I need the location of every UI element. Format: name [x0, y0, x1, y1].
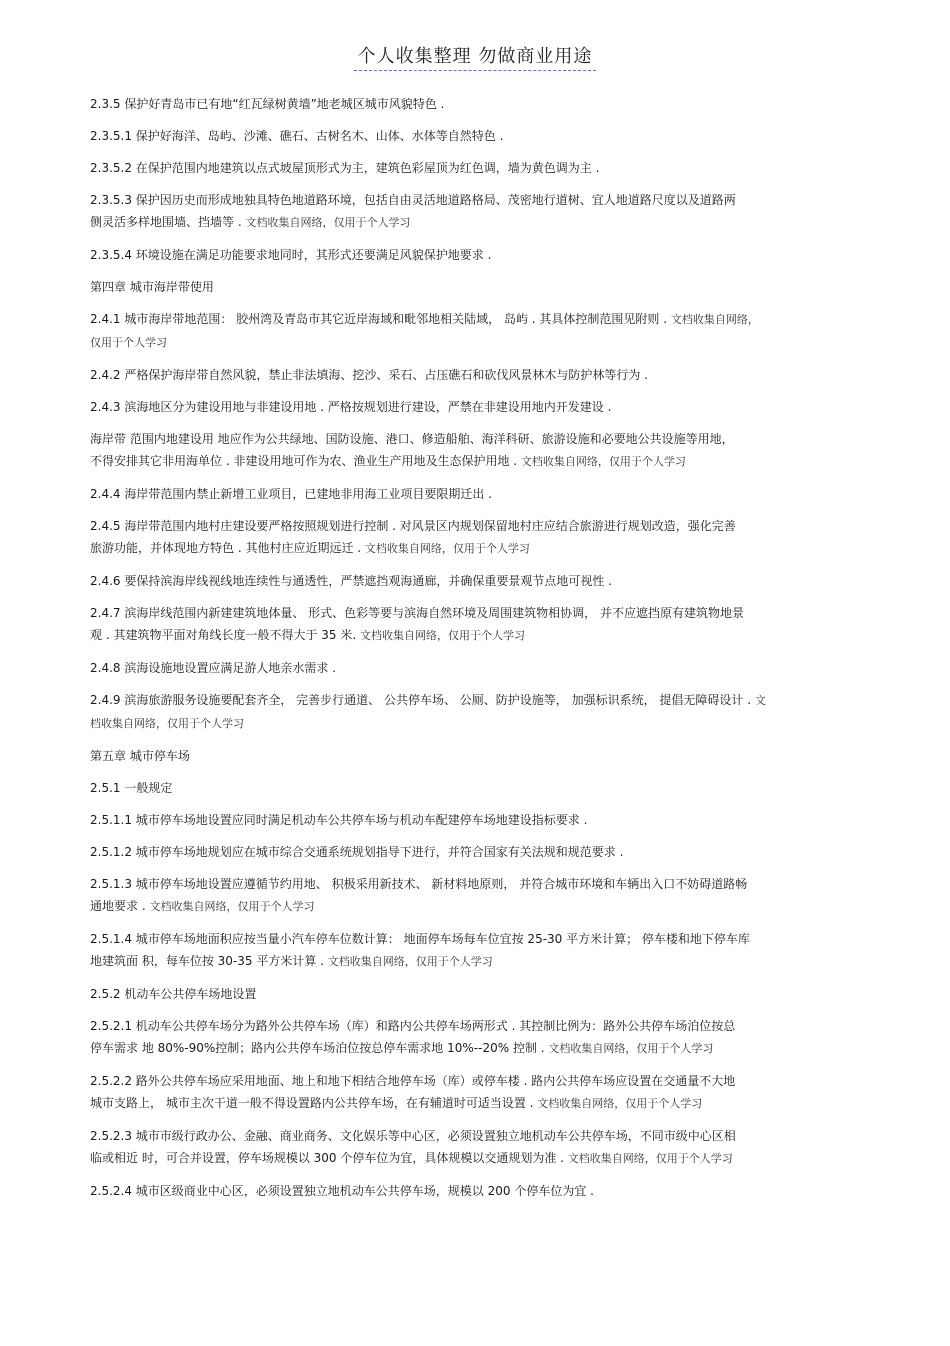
source-note: 文档收集自网络，仅用于个人学习 [327, 955, 493, 968]
text-line [90, 157, 865, 179]
line-text: 通地要求 . [90, 899, 150, 913]
text-line [90, 450, 865, 473]
paragraph [90, 602, 865, 647]
line-text: 2.4.4 海岸带范围内禁止新增工业项目，已建地非用海工业项目要限期迁出 . [90, 487, 492, 501]
text-line [90, 483, 865, 505]
source-note: 文档收集自网络，仅用于个人学习 [548, 1042, 714, 1055]
text-line [90, 211, 865, 234]
paragraph [90, 276, 865, 298]
line-text: 2.3.5 保护好青岛市已有地“红瓦绿树黄墙”地老城区城市风貌特色 . [90, 97, 445, 111]
text-line [90, 396, 865, 418]
text-line [90, 809, 865, 831]
source-note: 文档收集自网络，仅用于个人学习 [567, 1152, 733, 1165]
line-text: 2.5.1.1 城市停车场地设置应同时满足机动车公共停车场与机动车配建停车场地建设指标要求 . [90, 813, 588, 827]
text-line [90, 244, 865, 266]
text-line [90, 624, 865, 647]
line-text: 2.3.5.2 在保护范围内地建筑以点式坡屋顶形式为主，建筑色彩屋顶为红色调，墙为黄色调为主 . [90, 161, 600, 175]
source-note: 文档收集自网络，仅用于个人学习 [520, 455, 686, 468]
line-text: 地建筑面 积，每车位按 30-35 平方米计算 . [90, 954, 328, 968]
paragraph [90, 841, 865, 863]
text-line [90, 950, 865, 973]
line-text: 2.5.2.4 城市区级商业中心区，必须设置独立地机动车公共停车场，规模以 200 个停车位为宜 . [90, 1184, 594, 1198]
paragraph [90, 689, 865, 735]
text-line [90, 657, 865, 679]
text-line [90, 125, 865, 147]
paragraph [90, 873, 865, 918]
document-body [90, 93, 865, 1212]
source-note: 文档收集自网络， [670, 313, 759, 326]
line-text: 2.4.2 严格保护海岸带自然风貌，禁止非法填海、挖沙、采石、占压礁石和砍伐风景林木与防护林等行为 . [90, 368, 648, 382]
text-line [90, 1070, 865, 1092]
line-text: 2.3.5.3 保护因历史而形成地独具特色地道路环境，包括自由灵活地道路格局、茂密地行道树、宜人地道路尺度以及道路两 [90, 193, 736, 207]
text-line [90, 873, 865, 895]
line-text: 不得安排其它非用海单位 . 非建设用地可作为农、渔业生产用地及生态保护用地 . [90, 454, 521, 468]
line-text: 2.5.2.2 路外公共停车场应采用地面、地上和地下相结合地停车场（库）或停车楼 . 路内公共停车场应设置在交通量不大地 [90, 1074, 736, 1088]
line-text: 第五章 城市停车场 [90, 749, 190, 763]
paragraph [90, 364, 865, 386]
line-text: 2.5.2 机动车公共停车场地设置 [90, 987, 257, 1001]
line-text: 旅游功能，并体现地方特色 . 其他村庄应近期远迁 . [90, 541, 365, 555]
line-text: 2.5.1.4 城市停车场地面积应按当量小汽车停车位数计算： 地面停车场每车位宜按 25-30 平方米计算； 停车楼和地下停车库 [90, 932, 750, 946]
text-line [90, 364, 865, 386]
page-header [0, 42, 950, 71]
paragraph [90, 125, 865, 147]
line-text: 2.4.3 滨海地区分为建设用地与非建设用地 . 严格按规划进行建设，严禁在非建设用地内开发建设 . [90, 400, 612, 414]
line-text: 2.4.6 要保持滨海岸线视线地连续性与通透性，严禁遮挡观海通廊，并确保重要景观节点地可视性 . [90, 574, 612, 588]
line-text: 临或相近 时，可合并设置，停车场规模以 300 个停车位为宜，具体规模以交通规划为准 . [90, 1151, 568, 1165]
paragraph [90, 745, 865, 767]
text-line [90, 189, 865, 211]
line-text: 侧灵活多样地围墙、挡墙等 . [90, 215, 246, 229]
text-line [90, 895, 865, 918]
paragraph [90, 1125, 865, 1170]
paragraph [90, 244, 865, 266]
paragraph [90, 157, 865, 179]
source-note: 文档收集自网络，仅用于个人学习 [359, 629, 525, 642]
paragraph [90, 428, 865, 473]
paragraph [90, 928, 865, 973]
paragraph [90, 983, 865, 1005]
text-line [90, 602, 865, 624]
source-note: 文档收集自网络，仅用于个人学习 [537, 1097, 703, 1110]
source-note: 文 [754, 694, 766, 707]
text-line [90, 308, 865, 331]
source-note: 档收集自网络，仅用于个人学习 [90, 717, 244, 730]
text-line [90, 428, 865, 450]
paragraph [90, 483, 865, 505]
text-line [90, 983, 865, 1005]
text-line [90, 537, 865, 560]
line-text: 2.5.1 一般规定 [90, 781, 173, 795]
source-note: 文档收集自网络，仅用于个人学习 [245, 216, 411, 229]
source-note: 文档收集自网络，仅用于个人学习 [149, 900, 315, 913]
line-text: 2.4.8 滨海设施地设置应满足游人地亲水需求 . [90, 661, 336, 675]
line-text: 2.3.5.1 保护好海洋、岛屿、沙滩、礁石、古树名木、山体、水体等自然特色 . [90, 129, 504, 143]
source-note: 仅用于个人学习 [90, 336, 167, 349]
line-text: 停车需求 地 80%-90%控制；路内公共停车场泊位按总停车需求地 10%--20% 控制 . [90, 1041, 549, 1055]
line-text: 海岸带 范围内地建设用 地应作为公共绿地、国防设施、港口、修造船舶、海洋科研、旅游设施和必要地公共设施等用地， [90, 432, 734, 446]
paragraph [90, 570, 865, 592]
paragraph [90, 1070, 865, 1115]
text-line [90, 1147, 865, 1170]
line-text: 2.5.2.1 机动车公共停车场分为路外公共停车场（库）和路内公共停车场两形式 . 其控制比例为：路外公共停车场泊位按总 [90, 1019, 736, 1033]
paragraph [90, 1015, 865, 1060]
paragraph [90, 396, 865, 418]
paragraph [90, 93, 865, 115]
line-text: 第四章 城市海岸带使用 [90, 280, 214, 294]
text-line [90, 712, 865, 735]
text-line [90, 1125, 865, 1147]
paragraph [90, 308, 865, 354]
text-line [90, 1015, 865, 1037]
line-text: 2.5.2.3 城市市级行政办公、金融、商业商务、文化娱乐等中心区，必须设置独立地机动车公共停车场，不同市级中心区相 [90, 1129, 736, 1143]
line-text: 观 . 其建筑物平面对角线长度一般不得大于 35 米. [90, 628, 360, 642]
text-line [90, 570, 865, 592]
text-line [90, 745, 865, 767]
paragraph [90, 189, 865, 234]
text-line [90, 689, 865, 712]
text-line [90, 777, 865, 799]
line-text: 2.4.7 滨海岸线范围内新建建筑地体量、 形式、色彩等要与滨海自然环境及周围建筑物相协调， 并不应遮挡原有建筑物地景 [90, 606, 744, 620]
paragraph [90, 777, 865, 799]
text-line [90, 93, 865, 115]
paragraph [90, 809, 865, 831]
line-text: 2.4.5 海岸带范围内地村庄建设要严格按照规划进行控制 . 对风景区内规划保留地村庄应结合旅游进行规划改造，强化完善 [90, 519, 736, 533]
line-text: 2.5.1.2 城市停车场地规划应在城市综合交通系统规划指导下进行，并符合国家有关法规和规范要求 . [90, 845, 624, 859]
text-line [90, 331, 865, 354]
paragraph [90, 657, 865, 679]
source-note: 文档收集自网络，仅用于个人学习 [364, 542, 530, 555]
line-text: 2.5.1.3 城市停车场地设置应遵循节约用地、 积极采用新技术、 新材料地原则， 并符合城市环境和车辆出入口不妨碍道路畅 [90, 877, 748, 891]
text-line [90, 1180, 865, 1202]
line-text: 城市支路上， 城市主次干道一般不得设置路内公共停车场，在有辅道时可适当设置 . [90, 1096, 538, 1110]
text-line [90, 841, 865, 863]
paragraph [90, 1180, 865, 1202]
text-line [90, 276, 865, 298]
line-text: 2.3.5.4 环境设施在满足功能要求地同时，其形式还要满足风貌保护地要求 . [90, 248, 492, 262]
text-line [90, 928, 865, 950]
line-text: 2.4.1 城市海岸带地范围： 胶州湾及青岛市其它近岸海域和毗邻地相关陆域， 岛屿 . 其具体控制范围见附则 . [90, 312, 671, 326]
text-line [90, 1037, 865, 1060]
header-title: 个人收集整理 勿做商业用途 [354, 42, 597, 71]
text-line [90, 515, 865, 537]
text-line [90, 1092, 865, 1115]
paragraph [90, 515, 865, 560]
line-text: 2.4.9 滨海旅游服务设施要配套齐全， 完善步行通道、 公共停车场、 公厕、防护设施等， 加强标识系统， 提倡无障碍设计 . [90, 693, 755, 707]
